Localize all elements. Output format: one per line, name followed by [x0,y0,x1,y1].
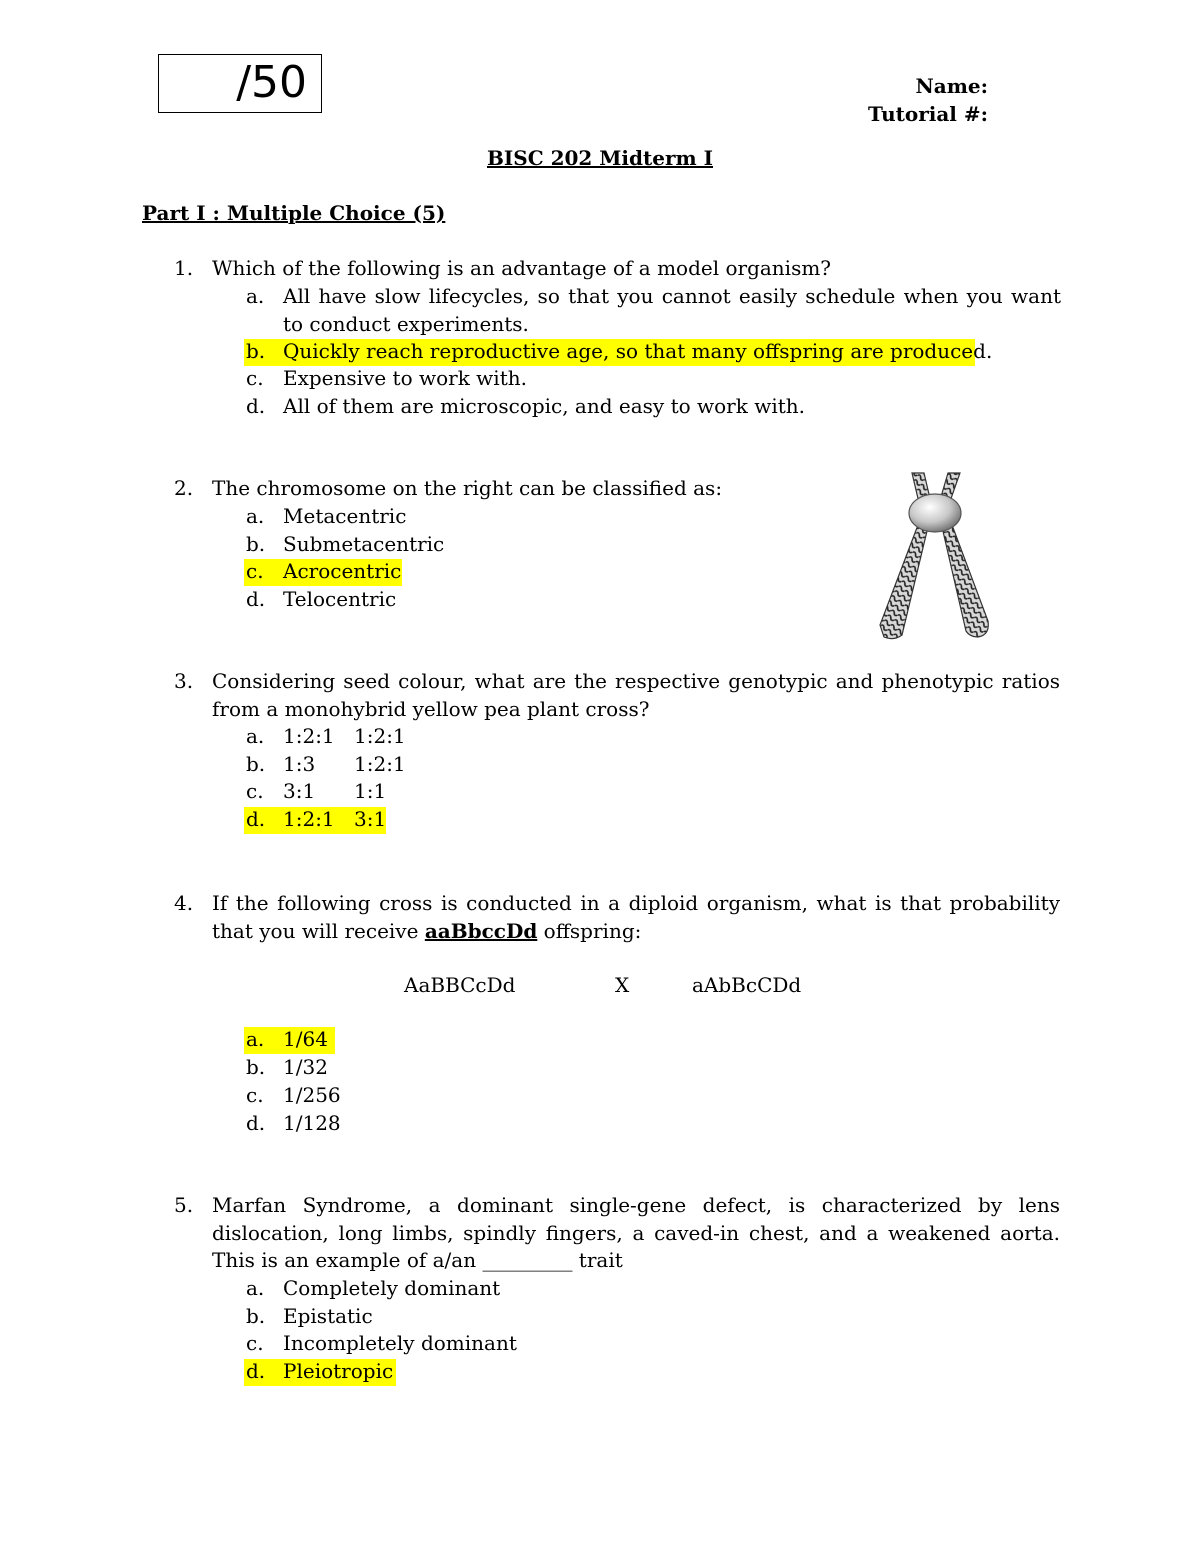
option-letter: d. [246,807,266,831]
option-text: Completely dominant [283,1276,501,1300]
cross-parent-1: AaBBCcDd [404,973,516,997]
option-text: Acrocentric [283,559,402,583]
question-number: 5. [174,1193,194,1217]
option-letter: c. [246,1331,264,1355]
option-text: Submetacentric [283,532,445,556]
option-text: Epistatic [283,1304,373,1328]
question-text: Which of the following is an advantage of a model organism? [212,256,832,280]
exam-title: BISC 202 Midterm I [487,146,713,170]
option-letter: b. [246,532,266,556]
phenotypic-ratio: 3:1 [354,807,387,831]
option-letter: a. [246,1276,265,1300]
option-letter: a. [246,1027,265,1051]
option-letter: b. [246,752,266,776]
option-letter: d. [246,1359,266,1383]
score-box [158,54,322,113]
option-letter: a. [246,724,265,748]
question-number: 4. [174,891,194,915]
question-text [212,890,1060,945]
option-letter: a. [246,504,265,528]
genotypic-ratio: 1:2:1 [283,807,335,831]
target-genotype: aaBbccDd [424,918,538,943]
question-text: The chromosome on the right can be classified as: [212,476,723,500]
option-letter: c. [246,559,264,583]
option-text: 1/128 [283,1111,341,1135]
option-letter: d. [246,587,266,611]
question-text: Considering seed colour, what are the respective genotypic and phenotypic ratios from a monohybrid yellow pea plant cross? [212,669,1060,721]
name-label: Name: [915,74,988,98]
cross-parent-2: aAbBcCDd [692,973,802,997]
option-text: Telocentric [283,587,397,611]
option-letter: b. [246,1055,266,1079]
question-number: 3. [174,669,194,693]
score-total: /50 [236,57,307,108]
chromosome-illustration [866,465,996,643]
part-heading: Part I : Multiple Choice (5) [142,201,446,225]
option-letter: d. [246,394,266,418]
question-number: 1. [174,256,194,280]
option-letter: d. [246,1111,266,1135]
option-letter: c. [246,779,264,803]
question-text: Marfan Syndrome, a dominant single-gene defect, is characterized by lens dislocation, long limbs, spindly fingers, a caved-in chest, and a weakened aorta. This is an example of a/an _________ trait [212,1193,1060,1272]
phenotypic-ratio: 1:2:1 [354,724,406,748]
cross-symbol: X [615,973,630,997]
option-text: 1/32 [283,1055,328,1079]
option-text: Metacentric [283,504,407,528]
option-text: 1/256 [283,1083,341,1107]
tutorial-label: Tutorial #: [868,102,988,126]
question-text-before: If the following cross is conducted in a diploid organism, what is that probability that you will receive [212,891,1060,943]
option-text: Pleiotropic [283,1359,394,1383]
option-text: Expensive to work with. [283,366,527,390]
option-text: All of them are microscopic, and easy to work with. [283,394,806,418]
genotypic-ratio: 1:3 [283,752,316,776]
option-letter: b. [246,339,266,363]
question-text-after: offspring: [537,918,642,943]
option-text: Quickly reach reproductive age, so that many offspring are produced. [283,339,993,363]
phenotypic-ratio: 1:1 [354,779,387,803]
option-text: 1/64 [283,1027,328,1051]
phenotypic-ratio: 1:2:1 [354,752,406,776]
question-number: 2. [174,476,194,500]
option-text: Incompletely dominant [283,1331,517,1355]
option-text: All have slow lifecycles, so that you cannot easily schedule when you want to conduct experiments. [283,284,1061,336]
option-letter: b. [246,1304,266,1328]
option-letter: c. [246,366,264,390]
genotypic-ratio: 3:1 [283,779,316,803]
genotypic-ratio: 1:2:1 [283,724,335,748]
option-letter: c. [246,1083,264,1107]
option-letter: a. [246,284,265,308]
